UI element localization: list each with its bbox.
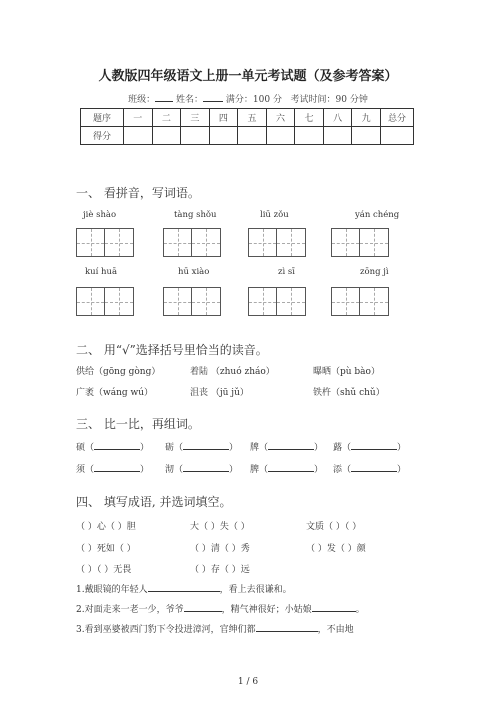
compare-item[interactable]: 牌（ ） — [250, 440, 323, 453]
section2-heading: 二、 用“√”选择括号里恰当的读音。 — [76, 343, 268, 357]
table-cell: 五 — [238, 109, 267, 127]
compare-item[interactable]: 蕗（ ） — [333, 440, 406, 453]
pinyin-label: yán chéng — [355, 210, 400, 220]
compare-item[interactable]: 须（ ） — [76, 462, 149, 475]
idiom-item[interactable]: （ ）（ ）无畏 — [76, 565, 132, 575]
compare-item[interactable]: 脾（ ） — [250, 462, 323, 475]
pronunciation-item[interactable]: 供给（gōng gòng） — [76, 367, 161, 377]
compare-item[interactable]: 砺（ ） — [165, 440, 238, 453]
table-cell: 二 — [152, 109, 181, 127]
pinyin-label: tàng shǒu — [174, 210, 217, 220]
score-input-cell[interactable] — [238, 127, 267, 145]
table-cell: 一 — [124, 109, 153, 127]
writing-grid[interactable] — [163, 287, 221, 316]
sentence-3[interactable]: 3.看到巫婆被西门豹下令投进漳河，官绅们都 ，不由地 — [76, 622, 354, 635]
pinyin-label: liū zǒu — [260, 210, 289, 220]
score-table — [80, 108, 414, 145]
table-cell: 八 — [323, 109, 352, 127]
idiom-item[interactable]: （ ）心（ ）胆 — [76, 522, 136, 532]
exam-info — [0, 92, 496, 105]
score-input-cell[interactable] — [266, 127, 295, 145]
score-input-cell[interactable] — [152, 127, 181, 145]
score-input-cell[interactable] — [323, 127, 352, 145]
page-number: 1 / 6 — [237, 677, 259, 687]
writing-grid[interactable] — [331, 228, 389, 257]
sentence-1[interactable]: 1.戴眼镜的年轻人 ，看上去很谦和。 — [76, 582, 292, 595]
pinyin-label: hū xiào — [178, 267, 210, 277]
table-cell: 四 — [209, 109, 238, 127]
pinyin-label: kuí huā — [85, 267, 118, 277]
idiom-item[interactable]: 文质（ ）（ ） — [306, 522, 362, 532]
sentence-2[interactable]: 2.对面走来一老一少，爷爷 ，精气神很好；小姑娘 。 — [76, 602, 365, 615]
compare-item[interactable]: 沏（ ） — [165, 462, 238, 475]
table-cell: 三 — [181, 109, 210, 127]
idiom-item[interactable]: （ ）清（ ）秀 — [190, 544, 250, 554]
pronunciation-item[interactable]: 铁杵（shǔ chǔ） — [313, 388, 385, 398]
writing-grid[interactable] — [163, 228, 221, 257]
writing-grid[interactable] — [331, 287, 389, 316]
pronunciation-item[interactable]: 沮丧 （jū jǔ） — [190, 388, 249, 398]
writing-grid[interactable] — [76, 228, 134, 257]
pinyin-label: jiè shào — [83, 210, 117, 220]
writing-grid[interactable] — [76, 287, 134, 316]
score-input-cell[interactable] — [295, 127, 324, 145]
idiom-item[interactable]: （ ）发（ ）颜 — [306, 544, 366, 554]
full-score: 满分：100 分 — [225, 95, 282, 105]
class-label: 班级： — [128, 95, 156, 105]
pinyin-label: zì sī — [278, 267, 295, 277]
name-blank — [203, 92, 223, 102]
exam-time: 考试时间：90 分钟 — [290, 95, 368, 105]
table-cell: 六 — [266, 109, 295, 127]
writing-grid[interactable] — [248, 228, 306, 257]
table-cell: 总分 — [381, 109, 414, 127]
pinyin-label: zōng jì — [360, 267, 389, 277]
score-input-cell[interactable] — [124, 127, 153, 145]
pronunciation-item[interactable]: 着陆 （zhuó zháo） — [190, 367, 275, 377]
score-input-cell[interactable] — [352, 127, 381, 145]
section4-heading: 四、 填写成语, 并选词填空。 — [76, 495, 232, 509]
writing-grid[interactable] — [248, 287, 306, 316]
table-cell: 题序 — [81, 109, 124, 127]
pronunciation-item[interactable]: 曝晒（pù bào） — [313, 367, 380, 377]
section1-heading: 一、 看拼音，写词语。 — [76, 186, 200, 200]
section3-heading: 三、 比一比，再组词。 — [76, 417, 200, 431]
idiom-item[interactable]: （ ）存（ ）远 — [190, 565, 250, 575]
page-title: 人教版四年级语文上册一单元考试题（及参考答案） — [98, 69, 398, 84]
score-table-header — [81, 109, 414, 127]
table-cell: 得分 — [81, 127, 124, 145]
idiom-item[interactable]: （ ）死如（ ） — [76, 544, 136, 554]
class-blank — [155, 92, 173, 102]
score-input-cell[interactable] — [209, 127, 238, 145]
idiom-item[interactable]: 大（ ）失（ ） — [190, 522, 250, 532]
score-table-row — [81, 127, 414, 145]
score-input-cell[interactable] — [181, 127, 210, 145]
table-cell: 九 — [352, 109, 381, 127]
compare-item[interactable]: 添（ ） — [333, 462, 406, 475]
name-label: 姓名： — [176, 95, 204, 105]
table-cell: 七 — [295, 109, 324, 127]
pronunciation-item[interactable]: 广袤（wáng wú） — [76, 388, 153, 398]
score-input-cell[interactable] — [381, 127, 414, 145]
compare-item[interactable]: 硕（ ） — [76, 440, 149, 453]
